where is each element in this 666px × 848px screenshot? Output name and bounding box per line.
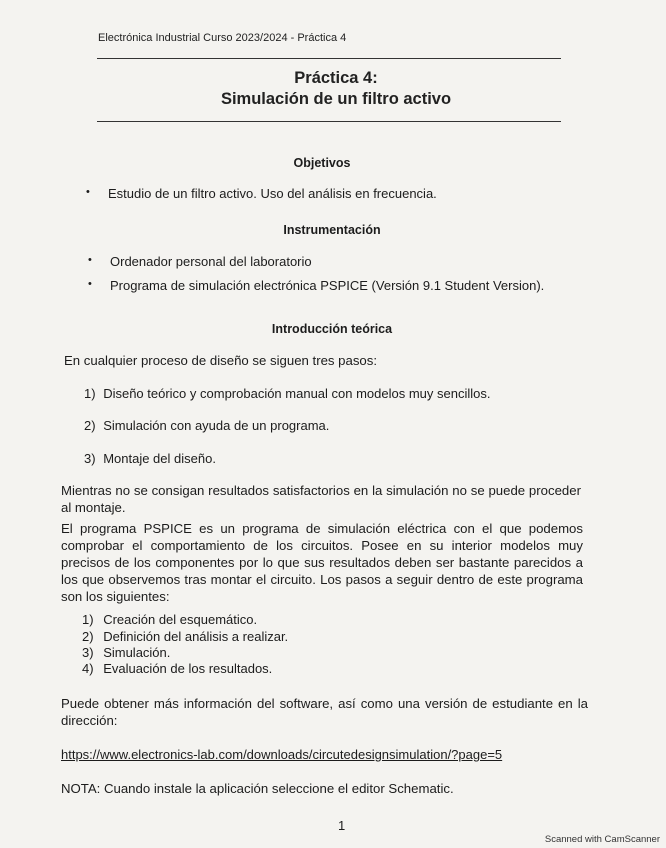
header-rule	[97, 58, 561, 59]
page-header: Electrónica Industrial Curso 2023/2024 - Práctica 4	[98, 32, 347, 44]
step-number: 1)	[84, 386, 96, 401]
bullet-icon: •	[88, 278, 92, 290]
design-step	[84, 418, 329, 433]
pspice-step	[82, 645, 170, 660]
step-number: 3)	[82, 645, 94, 660]
step-number: 1)	[82, 612, 94, 627]
bullet-icon: •	[88, 254, 92, 266]
practice-title: Simulación de un filtro activo	[220, 90, 452, 108]
design-step	[84, 386, 490, 401]
step-number: 2)	[82, 629, 94, 644]
step-number: 4)	[82, 661, 94, 676]
section-heading-instrumentacion: Instrumentación	[283, 223, 381, 237]
step-text: Diseño teórico y comprobación manual con modelos muy sencillos.	[103, 386, 491, 401]
intro-text: En cualquier proceso de diseño se siguen tres pasos:	[64, 353, 378, 368]
page-number: 1	[338, 818, 346, 833]
instrument-text: Programa de simulación electrónica PSPICE (Versión 9.1 Student Version).	[110, 278, 545, 293]
nota-text: NOTA: Cuando instale la aplicación seleccione el editor Schematic.	[61, 781, 454, 796]
objetivo-text: Estudio de un filtro activo. Uso del análisis en frecuencia.	[108, 186, 437, 201]
step-text: Definición del análisis a realizar.	[103, 629, 289, 644]
paragraph-info: Puede obtener más información del software, así como una versión de estudiante en la dirección:	[61, 696, 588, 728]
list-item	[88, 254, 312, 269]
step-text: Montaje del diseño.	[103, 451, 216, 466]
instrument-text: Ordenador personal del laboratorio	[110, 254, 312, 269]
pspice-step	[82, 661, 272, 676]
step-text: Evaluación de los resultados.	[103, 661, 273, 676]
scanner-watermark: Scanned with CamScanner	[544, 834, 660, 845]
title-rule	[97, 121, 561, 122]
section-heading-objetivos: Objetivos	[293, 156, 351, 170]
step-text: Creación del esquemático.	[103, 612, 258, 627]
list-item	[86, 186, 437, 201]
pspice-step	[82, 612, 257, 627]
download-link[interactable]: https://www.electronics-lab.com/downloads/circutedesignsimulation/?page=5	[61, 747, 503, 762]
design-step	[84, 451, 216, 466]
step-text: Simulación con ayuda de un programa.	[103, 418, 330, 433]
step-number: 2)	[84, 418, 96, 433]
practice-number: Práctica 4:	[294, 69, 378, 87]
section-heading-introduccion: Introducción teórica	[271, 322, 393, 336]
bullet-icon: •	[86, 186, 90, 198]
paragraph-simulacion: Mientras no se consigan resultados satisfactorios en la simulación no se puede proceder al montaje.	[61, 483, 581, 515]
step-text: Simulación.	[103, 645, 171, 660]
paragraph-pspice: El programa PSPICE es un programa de simulación eléctrica con el que podemos comprobar el comportamiento de los circuitos. Posee en su interior modelos muy precisos de los componentes por lo que sus resultados deben ser bastante parecidos a los que observemos tras montar el circuito. Los pasos a seguir dentro de este programa son los siguientes:	[61, 521, 583, 604]
step-number: 3)	[84, 451, 96, 466]
pspice-step	[82, 629, 288, 644]
list-item	[88, 278, 545, 293]
